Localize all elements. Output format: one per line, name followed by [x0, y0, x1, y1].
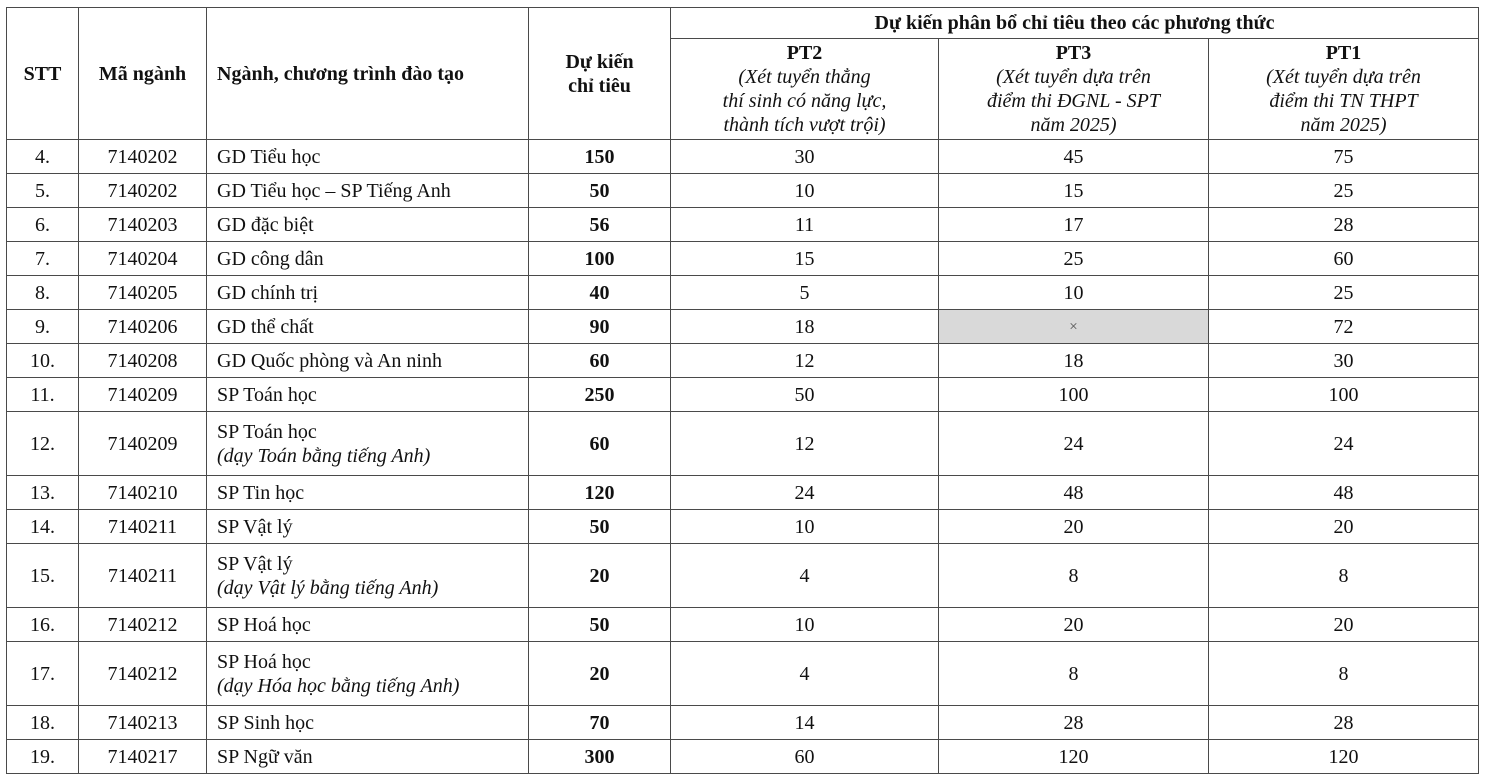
cell-stt: 8. [7, 276, 79, 310]
cell-nganh [207, 344, 529, 378]
cell-pt3: 18 [939, 344, 1209, 378]
cell-pt1: 25 [1209, 276, 1479, 310]
nganh-name: SP Tin học [217, 481, 305, 504]
cell-pt3: 20 [939, 510, 1209, 544]
cell-ma-nganh: 7140203 [79, 208, 207, 242]
table-row [7, 378, 1479, 412]
cell-pt2: 60 [671, 740, 939, 774]
header-stt: STT [7, 8, 79, 140]
nganh-subtitle: (dạy Toán bằng tiếng Anh) [217, 444, 431, 467]
cell-pt3: 15 [939, 174, 1209, 208]
cell-nganh [207, 242, 529, 276]
admission-quota-table [6, 7, 1479, 774]
cell-chi-tieu: 60 [529, 344, 671, 378]
nganh-name: GD chính trị [217, 281, 319, 304]
table-body [7, 140, 1479, 774]
cell-stt: 4. [7, 140, 79, 174]
pt2-desc1: (Xét tuyển thẳng [738, 66, 871, 88]
cell-pt3: 8 [939, 642, 1209, 706]
pt1-desc1: (Xét tuyển dựa trên [1266, 66, 1421, 88]
cell-pt2: 14 [671, 706, 939, 740]
cell-ma-nganh: 7140202 [79, 174, 207, 208]
cell-pt2: 30 [671, 140, 939, 174]
cell-pt1: 24 [1209, 412, 1479, 476]
table-row [7, 412, 1479, 476]
nganh-subtitle: (dạy Hóa học bằng tiếng Anh) [217, 674, 460, 697]
cell-stt: 7. [7, 242, 79, 276]
nganh-name: SP Toán học [217, 383, 317, 406]
cell-ma-nganh: 7140209 [79, 412, 207, 476]
cell-chi-tieu: 120 [529, 476, 671, 510]
cell-pt1: 28 [1209, 706, 1479, 740]
cell-ma-nganh: 7140209 [79, 378, 207, 412]
cell-ma-nganh: 7140204 [79, 242, 207, 276]
cell-pt2: 12 [671, 344, 939, 378]
cell-nganh [207, 740, 529, 774]
header-du-kien-chi-tieu [529, 8, 671, 140]
nganh-name: SP Vật lý [217, 515, 293, 538]
pt3-title: PT3 [1055, 42, 1092, 64]
cell-chi-tieu: 100 [529, 242, 671, 276]
cell-stt: 16. [7, 608, 79, 642]
nganh-name: SP Toán học [217, 420, 317, 443]
nganh-name: GD thể chất [217, 315, 314, 338]
cell-ma-nganh: 7140210 [79, 476, 207, 510]
pt2-desc2: thí sinh có năng lực, [722, 90, 887, 112]
cell-pt1: 48 [1209, 476, 1479, 510]
cell-nganh [207, 510, 529, 544]
header-pt3 [939, 39, 1209, 140]
nganh-subtitle: (dạy Vật lý bằng tiếng Anh) [217, 576, 439, 599]
pt1-desc2: điểm thi TN THPT [1269, 90, 1418, 112]
nganh-name: SP Hoá học [217, 613, 311, 636]
cell-chi-tieu: 90 [529, 310, 671, 344]
table-row [7, 642, 1479, 706]
cell-nganh [207, 476, 529, 510]
cell-ma-nganh: 7140202 [79, 140, 207, 174]
table-row [7, 140, 1479, 174]
cell-stt: 18. [7, 706, 79, 740]
nganh-name: GD đặc biệt [217, 213, 314, 236]
cell-pt1: 75 [1209, 140, 1479, 174]
cell-nganh [207, 174, 529, 208]
cell-pt3: 100 [939, 378, 1209, 412]
cell-ma-nganh: 7140208 [79, 344, 207, 378]
table-row [7, 242, 1479, 276]
cell-chi-tieu: 20 [529, 544, 671, 608]
cell-pt1: 8 [1209, 642, 1479, 706]
cell-nganh [207, 642, 529, 706]
cell-ma-nganh: 7140205 [79, 276, 207, 310]
cell-nganh [207, 706, 529, 740]
cell-pt1: 30 [1209, 344, 1479, 378]
table-row [7, 510, 1479, 544]
nganh-name: SP Hoá học [217, 650, 311, 673]
cell-stt: 11. [7, 378, 79, 412]
cell-stt: 12. [7, 412, 79, 476]
cell-pt3: 120 [939, 740, 1209, 774]
cell-nganh [207, 140, 529, 174]
cell-nganh [207, 412, 529, 476]
cell-stt: 15. [7, 544, 79, 608]
cell-chi-tieu: 20 [529, 642, 671, 706]
nganh-name: GD Quốc phòng và An ninh [217, 349, 442, 372]
cell-pt3: 8 [939, 544, 1209, 608]
cell-pt2: 18 [671, 310, 939, 344]
cell-pt2: 5 [671, 276, 939, 310]
cell-nganh [207, 608, 529, 642]
cell-ma-nganh: 7140217 [79, 740, 207, 774]
cell-pt2: 4 [671, 642, 939, 706]
cell-pt3: 45 [939, 140, 1209, 174]
cell-nganh [207, 544, 529, 608]
table-row [7, 208, 1479, 242]
pt1-desc3: năm 2025) [1300, 114, 1387, 136]
cell-stt: 17. [7, 642, 79, 706]
pt1-title: PT1 [1325, 42, 1362, 64]
cell-pt1: 60 [1209, 242, 1479, 276]
nganh-name: GD Tiểu học [217, 145, 321, 168]
cell-pt3: 24 [939, 412, 1209, 476]
pt2-desc3: thành tích vượt trội) [723, 114, 886, 136]
cell-pt2: 10 [671, 510, 939, 544]
cell-nganh [207, 378, 529, 412]
cell-nganh [207, 310, 529, 344]
cell-chi-tieu: 60 [529, 412, 671, 476]
header-ma-nganh: Mã ngành [79, 8, 207, 140]
cell-pt3: 28 [939, 706, 1209, 740]
table-row [7, 706, 1479, 740]
cell-pt3: 10 [939, 276, 1209, 310]
cell-stt: 10. [7, 344, 79, 378]
cell-pt1: 20 [1209, 608, 1479, 642]
header-nganh: Ngành, chương trình đào tạo [207, 8, 529, 140]
cell-pt1: 28 [1209, 208, 1479, 242]
cell-pt2: 11 [671, 208, 939, 242]
cell-pt1: 8 [1209, 544, 1479, 608]
cell-pt3: 17 [939, 208, 1209, 242]
cell-pt2: 24 [671, 476, 939, 510]
table-row [7, 174, 1479, 208]
pt3-desc3: năm 2025) [1030, 114, 1117, 136]
cell-pt1: 100 [1209, 378, 1479, 412]
cell-ma-nganh: 7140213 [79, 706, 207, 740]
cell-nganh [207, 208, 529, 242]
header-du-kien-line2: chỉ tiêu [568, 74, 631, 97]
table-row [7, 310, 1479, 344]
table-row [7, 276, 1479, 310]
cell-pt2: 10 [671, 174, 939, 208]
cell-chi-tieu: 56 [529, 208, 671, 242]
cell-ma-nganh: 7140211 [79, 510, 207, 544]
cell-chi-tieu: 50 [529, 510, 671, 544]
cell-pt3: 20 [939, 608, 1209, 642]
cell-chi-tieu: 70 [529, 706, 671, 740]
cell-stt: 6. [7, 208, 79, 242]
header-du-kien-line1: Dự kiến [565, 50, 634, 73]
cell-ma-nganh: 7140206 [79, 310, 207, 344]
cell-pt1: 72 [1209, 310, 1479, 344]
cell-nganh [207, 276, 529, 310]
cell-stt: 13. [7, 476, 79, 510]
header-group-title: Dự kiến phân bổ chỉ tiêu theo các phương thức [671, 8, 1479, 39]
cell-pt1: 120 [1209, 740, 1479, 774]
cell-chi-tieu: 250 [529, 378, 671, 412]
cell-stt: 9. [7, 310, 79, 344]
cell-chi-tieu: 150 [529, 140, 671, 174]
cell-pt3: × [939, 310, 1209, 344]
cell-stt: 19. [7, 740, 79, 774]
cell-pt3: 48 [939, 476, 1209, 510]
cell-ma-nganh: 7140211 [79, 544, 207, 608]
header-pt1 [1209, 39, 1479, 140]
cell-stt: 5. [7, 174, 79, 208]
cell-pt2: 4 [671, 544, 939, 608]
cell-pt1: 25 [1209, 174, 1479, 208]
cell-pt2: 50 [671, 378, 939, 412]
pt2-title: PT2 [786, 42, 823, 64]
nganh-name: SP Ngữ văn [217, 745, 313, 768]
table-row [7, 608, 1479, 642]
cell-pt2: 12 [671, 412, 939, 476]
pt3-desc2: điểm thi ĐGNL - SPT [987, 90, 1160, 112]
nganh-name: GD công dân [217, 247, 324, 270]
cell-pt2: 10 [671, 608, 939, 642]
cell-pt1: 20 [1209, 510, 1479, 544]
pt3-desc1: (Xét tuyển dựa trên [996, 66, 1151, 88]
cell-chi-tieu: 40 [529, 276, 671, 310]
table-row [7, 740, 1479, 774]
cell-stt: 14. [7, 510, 79, 544]
nganh-name: SP Vật lý [217, 552, 293, 575]
nganh-name: GD Tiểu học – SP Tiếng Anh [217, 179, 451, 202]
table-row [7, 344, 1479, 378]
cell-chi-tieu: 300 [529, 740, 671, 774]
cell-chi-tieu: 50 [529, 174, 671, 208]
cell-chi-tieu: 50 [529, 608, 671, 642]
cell-pt2: 15 [671, 242, 939, 276]
cell-pt3: 25 [939, 242, 1209, 276]
nganh-name: SP Sinh học [217, 711, 315, 734]
table-row [7, 544, 1479, 608]
table-row [7, 476, 1479, 510]
header-pt2 [671, 39, 939, 140]
cell-ma-nganh: 7140212 [79, 642, 207, 706]
cell-ma-nganh: 7140212 [79, 608, 207, 642]
